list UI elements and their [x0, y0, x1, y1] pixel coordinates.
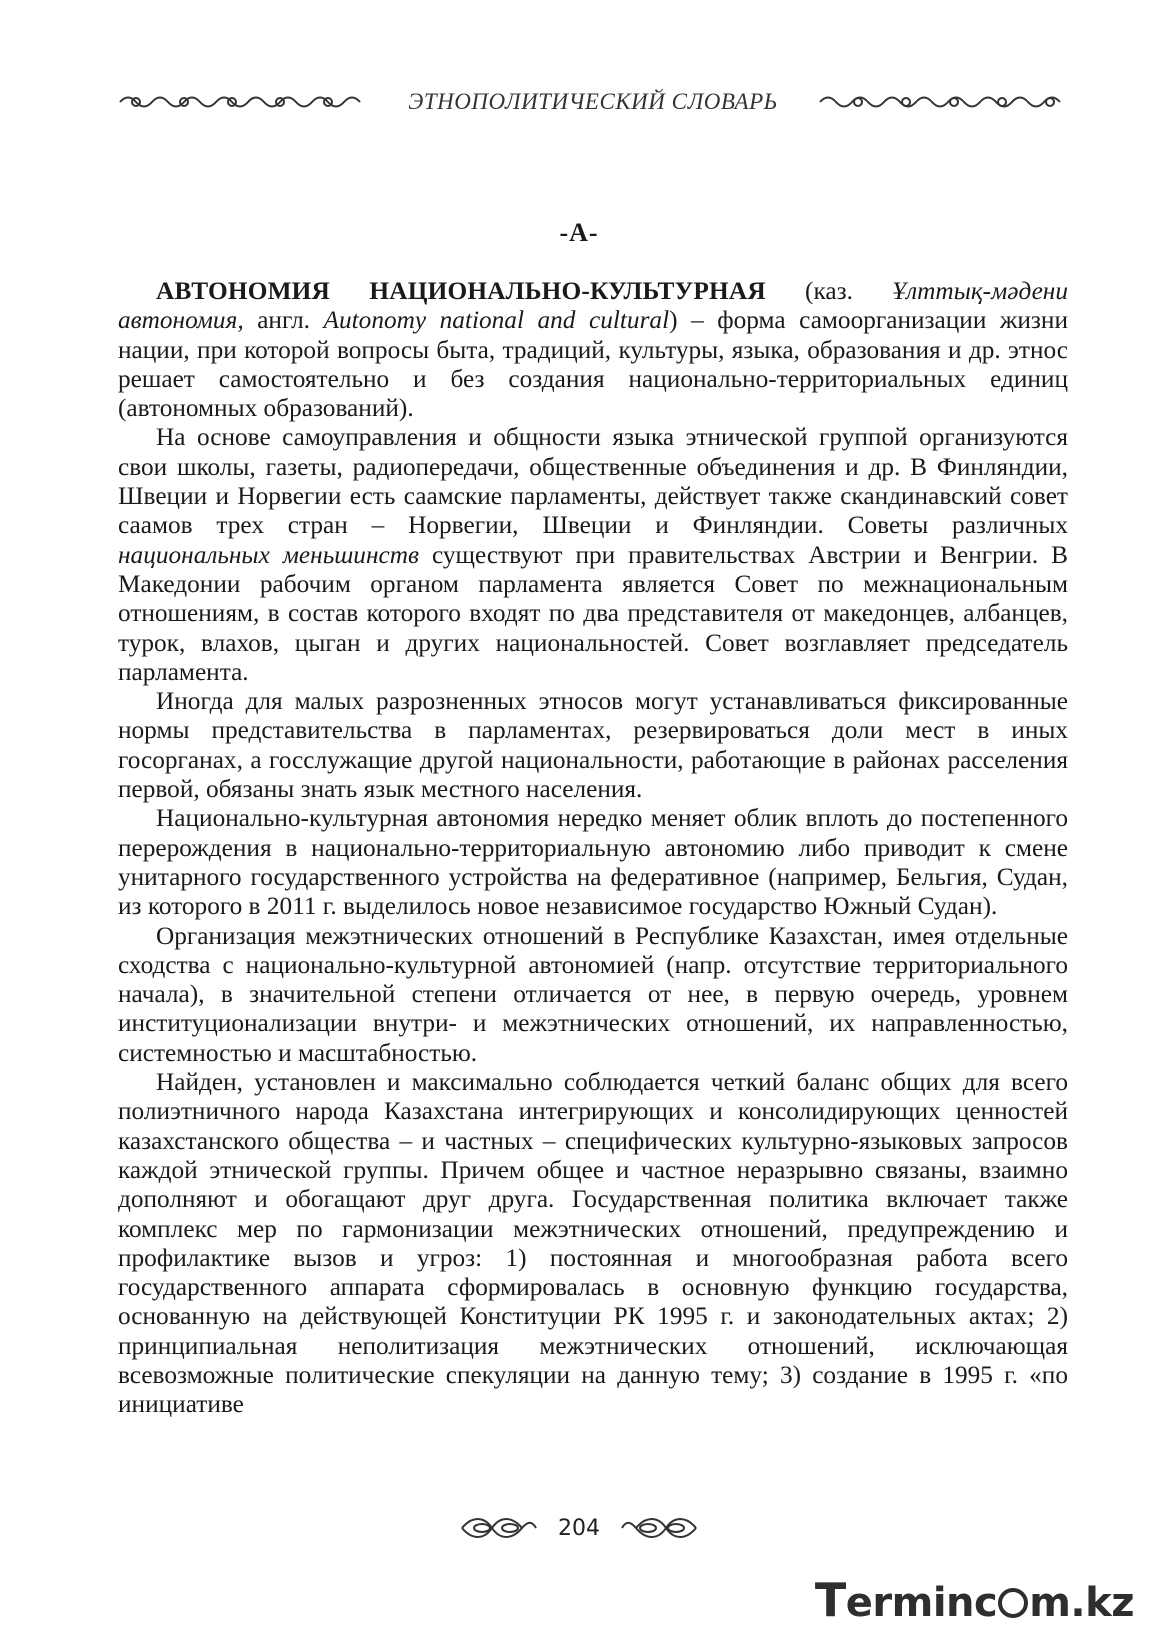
globe-icon: [998, 1588, 1028, 1618]
flourish-right-icon: [620, 1516, 700, 1540]
kazakh-term: Ұлттық-мәдени автономия,: [118, 277, 1068, 335]
article-body: [118, 277, 1068, 1420]
english-term: Autonomy national and cultural: [323, 306, 670, 335]
watermark-text: erminc: [845, 1580, 998, 1626]
page-number: 204: [558, 1515, 600, 1541]
watermark-text: m.kz: [1029, 1580, 1134, 1626]
cross-reference: национальных меньшинств: [118, 540, 419, 569]
ornament-icon: [118, 91, 368, 113]
page-footer: [0, 1508, 1158, 1548]
section-letter: -А-: [559, 218, 599, 247]
entry-term: АВТОНОМИЯ НАЦИОНАЛЬНО-КУЛЬТУРНАЯ: [156, 277, 766, 305]
paragraph-text: существуют при правительствах Австрии и Венгрии. В Македонии рабочим органом парламента является Совет по межнациональным отношениям, в состав которого входят по два представителя от македонцев, албанцев, турок, влахов, цыган и других национальностей. Совет возглавляет председатель парламента.: [118, 540, 1069, 686]
paragraph: Национально-культурная автономия нередко меняет облик вплоть до постепенного перерождения в национально-территориальную автономию либо приводит к смене унитарного государственного устройства на федеративное (например, Бельгия, Судан, из которого в 2011 г. выделилось новое независимое государство Южный Судан).: [118, 804, 1068, 921]
paragraph: Найден, установлен и максимально соблюдается четкий баланс общих для всего полиэтничного народа Казахстана интегрирующих и консолидирующих ценностей казахстанского общества – и частных – специфических культурно-языковых запросов каждой этнической группы. Причем общее и частное неразрывно связаны, взаимно дополняют и обогащают друг друга. Государственная политика включает также комплекс мер по гармонизации межэтнических отношений, предупреждению и профилактике вызов и угроз: 1) постоянная и многообразная работа всего государственного аппарата сформировалась в основную функцию государства, основанную на действующей Конституции РК 1995 г. и законодательных актах; 2) принципиальная неполитизация межэтнических отношений, исключающая всевозможные политические спекуляции на данную тему; 3) создание в 1995 г. «по инициативе: [118, 1068, 1068, 1419]
watermark-logo: [815, 1573, 1134, 1627]
paragraph: Иногда для малых разрозненных этносов могут устанавливаться фиксированные нормы представительства в парламентах, резервироваться доли мест в иных госорганах, а госслужащие другой национальности, работающие в районах расселения первой, обязаны знать язык местного населения.: [118, 687, 1068, 804]
paragraph-text: На основе самоуправления и общности языка этнической группой организуются свои школы, газеты, радиопередачи, общественные объединения и др. В Финляндии, Швеции и Норвегии есть саамские парламенты, действует также скандинавский совет саамов трех стран – Норвегии, Швеции и Финляндии. Советы различных: [118, 423, 1068, 540]
paragraph: [118, 423, 1068, 687]
paragraph-text: (каз.: [765, 277, 893, 305]
watermark-text: T: [814, 1573, 846, 1627]
paragraph-text: ) – форма самоорганизации жизни нации, при которой вопросы быта, традиций, культуры, языка, образования и др. этнос решает самостоятельно и без создания национально-территориальных единиц (автономных образований).: [118, 306, 1069, 423]
paragraph: [118, 277, 1068, 423]
paragraph: Организация межэтнических отношений в Республике Казахстан, имея отдельные сходства с национально-культурной автономией (напр. отсутствие территориального начала), в значительной степени отличается от нее, в первую очередь, уровнем институционализации внутри- и межэтнических отношений, их направленностью, системностью и масштабностью.: [118, 921, 1068, 1067]
running-header: [118, 84, 1068, 120]
ornament-icon: [818, 91, 1068, 113]
header-title: ЭТНОПОЛИТИЧЕСКИЙ СЛОВАРЬ: [408, 89, 778, 114]
paragraph-text: англ.: [243, 306, 324, 335]
flourish-left-icon: [458, 1516, 538, 1540]
